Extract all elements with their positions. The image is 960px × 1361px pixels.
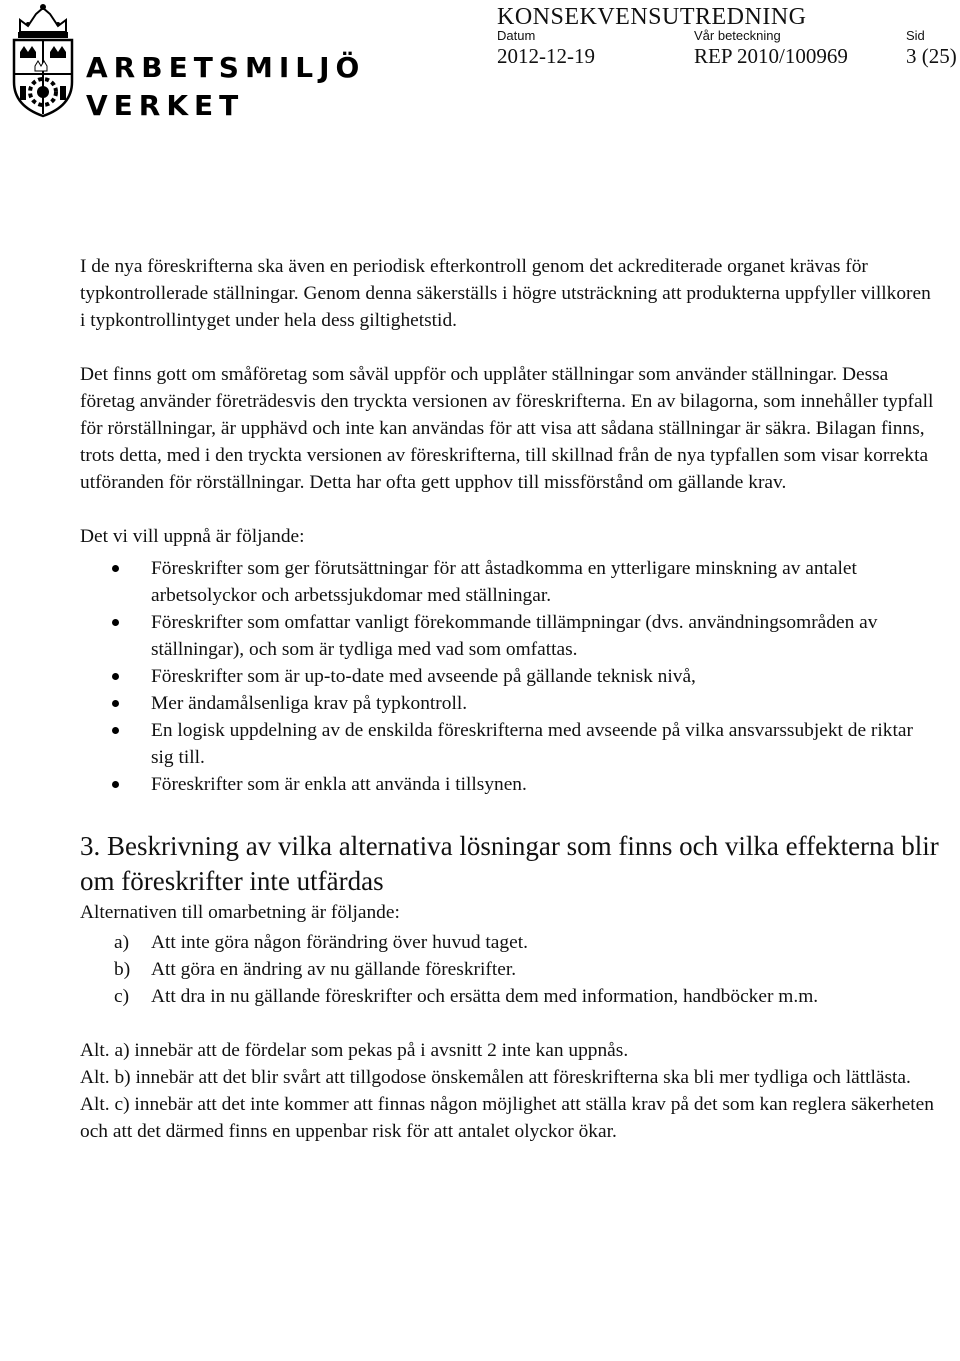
bullet-icon bbox=[112, 781, 119, 788]
list-item-text: Föreskrifter som omfattar vanligt förekommande tillämpningar (dvs. användningsområden av ställningar), och som är tydliga med vad som omfattas. bbox=[151, 612, 878, 660]
list-item bbox=[80, 609, 940, 663]
bullet-icon bbox=[112, 565, 119, 572]
list-item bbox=[80, 929, 940, 956]
list-marker: a) bbox=[114, 932, 130, 953]
logo-wordmark-line2: VERKET bbox=[86, 89, 245, 122]
list-item bbox=[80, 771, 940, 798]
list-item bbox=[80, 555, 940, 609]
list-item bbox=[80, 983, 940, 1010]
bullet-icon bbox=[112, 619, 119, 626]
list-item bbox=[80, 717, 940, 771]
list-item bbox=[80, 956, 940, 983]
list-marker: c) bbox=[114, 986, 130, 1007]
date-label: Datum bbox=[497, 28, 536, 43]
reference-value: REP 2010/100969 bbox=[694, 44, 848, 68]
paragraph-small-businesses: Det finns gott om småföretag som såväl uppför och upplåter ställningar som använder ställningar. Dessa företag använder företrädesvis den tryckta versionen av föreskrifterna. En av bilagorna, som innehåller typfall för rörställningar, är upphävd och inte kan användas för att visa att sådana ställningar är säkra. Bilagan finns, trots detta, med i den tryckta versionen av föreskrifterna, till skillnad från de nya typfallen som visar korrekta utföranden för rörställningar. Detta har ofta gett upphov till missförstånd om gällande krav. bbox=[80, 364, 934, 493]
alternatives-assessment bbox=[80, 1037, 940, 1145]
list-item-text: Att göra en ändring av nu gällande föreskrifter. bbox=[151, 959, 517, 980]
section-heading: 3. Beskrivning av vilka alternativa lösningar som finns och vilka effekterna blir om föreskrifter inte utfärdas bbox=[80, 831, 939, 896]
paragraph-periodic-inspection: I de nya föreskrifterna ska även en periodisk efterkontroll genom det ackrediterade organet krävas för typkontrollerade ställningar. Genom denna säkerställs i högre utsträckning att produkterna uppfyller villkoren i typkontrollintyget under hela dess giltighetstid. bbox=[80, 256, 931, 331]
list-item bbox=[80, 663, 940, 690]
bullet-icon bbox=[112, 700, 119, 707]
list-item-text: Att dra in nu gällande föreskrifter och ersätta dem med information, handböcker m.m. bbox=[151, 986, 819, 1007]
alt-b-note: Alt. b) innebär att det blir svårt att tillgodose önskemålen att föreskrifterna ska bli mer tydliga och lättlästa. bbox=[80, 1067, 911, 1088]
page-label: Sid bbox=[906, 28, 925, 43]
list-item-text: Föreskrifter som är enkla att använda i tillsynen. bbox=[151, 774, 527, 795]
reference-label: Vår beteckning bbox=[694, 28, 781, 43]
list-item-text: Föreskrifter som är up-to-date med avseende på gällande teknisk nivå, bbox=[151, 666, 696, 687]
bullet-icon bbox=[112, 673, 119, 680]
list-item-text: Mer ändamålsenliga krav på typkontroll. bbox=[151, 693, 468, 714]
list-marker: b) bbox=[114, 959, 131, 980]
goals-list bbox=[80, 555, 940, 798]
list-item-text: Att inte göra någon förändring över huvud taget. bbox=[151, 932, 528, 953]
alt-a-note: Alt. a) innebär att de fördelar som pekas på i avsnitt 2 inte kan uppnås. bbox=[80, 1040, 629, 1061]
list-item bbox=[80, 690, 940, 717]
document-body bbox=[80, 253, 940, 1145]
alternatives-list bbox=[80, 929, 940, 1010]
document-type: KONSEKVENSUTREDNING bbox=[497, 4, 807, 30]
alt-c-note: Alt. c) innebär att det inte kommer att finnas någon möjlighet att ställa krav på det som kan reglera säkerheten och att det därmed finns en uppenbar risk för att antalet olyckor ökar. bbox=[80, 1094, 934, 1142]
date-value: 2012-12-19 bbox=[497, 44, 595, 68]
alternatives-intro: Alternativen till omarbetning är följande: bbox=[80, 902, 400, 923]
logo-wordmark-line1: ARBETSMILJÖ bbox=[86, 51, 366, 84]
list-item-text: Föreskrifter som ger förutsättningar för att åstadkomma en ytterligare minskning av antalet arbetsolyckor och arbetssjukdomar med ställningar. bbox=[151, 558, 857, 606]
crest-logo-icon bbox=[6, 2, 80, 120]
goals-intro: Det vi vill uppnå är följande: bbox=[80, 526, 305, 547]
list-item-text: En logisk uppdelning av de enskilda föreskrifterna med avseende på vilka ansvarssubjekt de riktar sig till. bbox=[151, 720, 913, 768]
bullet-icon bbox=[112, 727, 119, 734]
page-number: 3 (25) bbox=[906, 44, 957, 68]
